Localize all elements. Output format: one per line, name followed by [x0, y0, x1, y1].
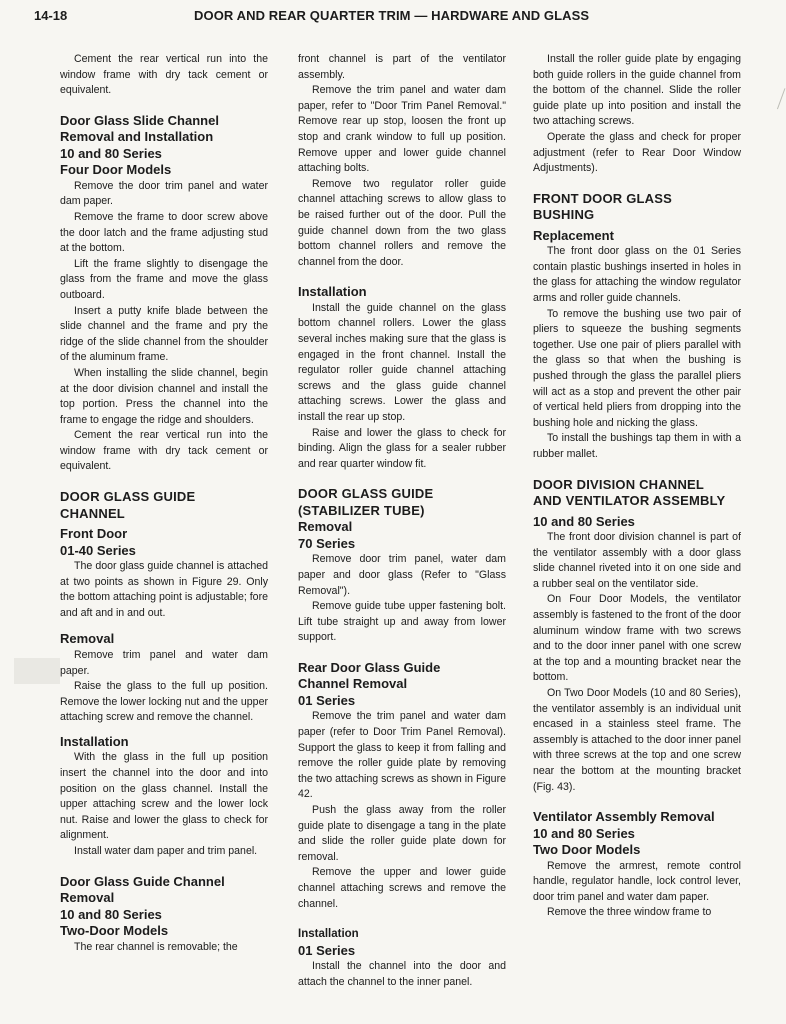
- paragraph: Lift the frame slightly to disengage the glass from the frame and move the glass outboard.: [60, 257, 268, 301]
- section-heading: Installation: [298, 284, 367, 300]
- column-left: [60, 52, 268, 955]
- section-heading: Ventilator Assembly Removal: [533, 809, 715, 825]
- paragraph: To install the bushings tap them in with a rubber mallet.: [533, 432, 741, 460]
- paragraph: Push the glass away from the roller guide plate to disengage a tang in the plate and slide the roller guide plate down for removal.: [298, 803, 506, 863]
- paragraph: Install the guide channel on the glass bottom channel rollers. Lower the glass several inches making sure that the glass is engaged in the front channel. Install the regulator roller guide channel attaching screws and the glass guide channel attaching screws. Lower the glass and install the rear up stop.: [298, 301, 506, 423]
- section-heading: Two Door Models: [533, 842, 641, 858]
- section-heading: Removal: [298, 519, 353, 535]
- paragraph: The front door division channel is part of the ventilator assembly with a door glass slide channel riveted into it on one side and a rubber seal on the ventilator side.: [533, 531, 741, 590]
- paragraph: Remove the upper and lower guide channel attaching screws and remove the channel.: [298, 866, 506, 910]
- paragraph: Raise the glass to the full up position. Remove the lower locking nut and the upper attaching screw and remove the channel.: [60, 680, 268, 724]
- section-heading: CHANNEL: [60, 505, 125, 521]
- paragraph: Remove the frame to door screw above the door latch and the frame adjusting stud at the bottom.: [60, 210, 268, 255]
- section-heading: 70 Series: [298, 535, 356, 551]
- section-heading: Door Glass Slide Channel: [60, 112, 219, 128]
- section-heading: 10 and 80 Series: [60, 145, 162, 161]
- section-heading: Front Door: [60, 526, 128, 542]
- paragraph: Install the channel into the door and attach the channel to the inner panel.: [298, 960, 506, 988]
- paragraph: When installing the slide channel, begin at the door division channel and install the top portion. Press the channel into the frame to engage the ridge and shoulders.: [60, 366, 268, 426]
- paragraph: Cement the rear vertical run into the window frame with dry tack cement or equivalent.: [60, 429, 268, 473]
- section-heading: Replacement: [533, 227, 614, 243]
- paragraph: Remove the trim panel and water dam paper, refer to "Door Trim Panel Removal." Remove rear up stop, loosen the front up stop and crank window to full up position. Remove upper and lower guide channel attaching bolts.: [298, 84, 506, 175]
- section-heading: Installation: [60, 733, 129, 749]
- paragraph: The front door glass on the 01 Series contain plastic bushings inserted in holes in the glass for attaching the window regulator arms and roller guide channels.: [533, 245, 741, 305]
- page-number: 14-18: [34, 8, 68, 23]
- paragraph: Remove the trim panel and water dam paper (refer to Door Trim Panel Removal). Support the glass to keep it from falling and remove the roller guide plate by removing the two attaching screws as shown in Figure 42.: [298, 710, 506, 801]
- paragraph: Remove the three window frame to: [547, 906, 712, 919]
- section-heading: 10 and 80 Series: [60, 906, 162, 922]
- section-heading: Two-Door Models: [60, 923, 169, 939]
- paragraph: Install the roller guide plate by engaging both guide rollers in the guide channel from the bottom of the channel. Slide the roller guide plate up into position and install the two attaching screws.: [533, 53, 741, 128]
- paragraph: With the glass in the full up position insert the channel into the door and into position on the glass channel. Install the upper attaching screw and the lower lock nut. Raise and lower the glass to check for alignment.: [60, 751, 268, 842]
- section-heading: 01 Series: [298, 692, 356, 708]
- paragraph: On Two Door Models (10 and 80 Series), the ventilator assembly is an individual unit encased in a stainless steel frame. The assembly is attached to the door inner panel with three screws at the top and one screw near the bottom at the mounting bracket (Fig. 43).: [533, 687, 741, 793]
- paragraph: The door glass guide channel is attached at two points as shown in Figure 29. Only the bottom attaching point is adjustable; fore and aft and in and out.: [60, 560, 268, 619]
- scan-shading: [14, 658, 60, 684]
- section-heading: DOOR GLASS GUIDE: [298, 486, 434, 502]
- section-heading: FRONT DOOR GLASS: [533, 190, 672, 206]
- section-heading: Installation: [298, 928, 359, 941]
- paragraph: Remove the armrest, remote control handle, regulator handle, lock control lever, door trim panel and water dam paper.: [533, 859, 741, 903]
- paragraph: To remove the bushing use two pair of pliers to squeeze the bushing segments together. Use one pair of pliers parallel with the glass so that when the bushing is pushed through the glass the parallel pliers will act as a stop and prevent the other pair of vertical held pliers from dropping into the bushing hole and nicking the glass.: [533, 307, 741, 429]
- paragraph: Insert a putty knife blade between the slide channel and the frame and pry the ridge of the slide channel from the shoulder of the aluminum frame.: [60, 304, 268, 364]
- paragraph: Cement the rear vertical run into the window frame with dry tack cement or equivalent.: [60, 53, 268, 97]
- running-title: DOOR AND REAR QUARTER TRIM — HARDWARE AND GLASS: [194, 8, 590, 23]
- paragraph: Remove trim panel and water dam paper.: [60, 648, 268, 677]
- section-heading: (STABILIZER TUBE): [298, 502, 425, 518]
- section-heading: DOOR GLASS GUIDE: [60, 489, 196, 505]
- paragraph: Remove guide tube upper fastening bolt. Lift tube straight up and away from lower support.: [298, 600, 506, 644]
- column-right: [533, 52, 741, 921]
- section-heading: Removal: [60, 631, 115, 647]
- paragraph: Operate the glass and check for proper adjustment (refer to Rear Door Window Adjustments).: [533, 130, 741, 175]
- section-heading: Channel Removal: [298, 676, 408, 692]
- section-heading: Four Door Models: [60, 162, 172, 178]
- section-heading: Removal and Installation: [60, 129, 214, 145]
- paragraph: Remove the door trim panel and water dam paper.: [60, 179, 268, 208]
- paragraph: The rear channel is removable; the: [74, 940, 238, 953]
- section-heading: 10 and 80 Series: [533, 825, 635, 841]
- section-heading: Removal: [60, 890, 115, 906]
- paragraph: On Four Door Models, the ventilator assembly is fastened to the front of the door aluminum window frame with two screws and to the door inner panel with one screw at the top and a mounting bracket near the bottom.: [533, 593, 741, 684]
- section-heading: DOOR DIVISION CHANNEL: [533, 476, 705, 492]
- section-heading: Door Glass Guide Channel: [60, 873, 225, 889]
- paragraph: Remove door trim panel, water dam paper and door glass (Refer to "Glass Removal").: [298, 553, 506, 597]
- section-heading: 10 and 80 Series: [533, 513, 635, 529]
- paragraph: Remove two regulator roller guide channel attaching screws to allow glass to be raised further out of the door. Pull the guide channel down from the two glass bottom channel rollers and remove the channel from the door.: [298, 177, 506, 268]
- section-heading: 01-40 Series: [60, 542, 136, 558]
- paragraph: front channel is part of the ventilator assembly.: [298, 53, 506, 81]
- section-heading: Rear Door Glass Guide: [298, 659, 441, 675]
- page-header: [34, 8, 764, 28]
- section-heading: 01 Series: [298, 942, 356, 958]
- scan-mark: [768, 85, 786, 109]
- paragraph: Install water dam paper and trim panel.: [74, 844, 258, 857]
- section-heading: BUSHING: [533, 207, 595, 223]
- column-middle: [298, 52, 506, 990]
- paragraph: Raise and lower the glass to check for binding. Align the glass for a sealer rubber and rear quarter window fit.: [298, 426, 506, 470]
- section-heading: AND VENTILATOR ASSEMBLY: [533, 493, 726, 509]
